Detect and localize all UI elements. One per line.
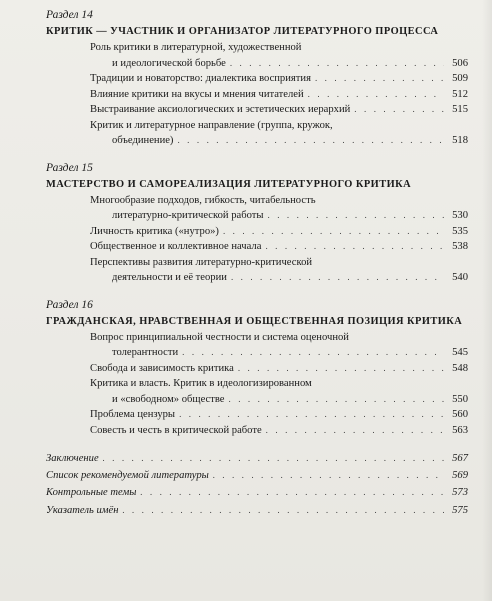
page-number: 538	[452, 241, 468, 252]
dot-leader	[308, 87, 444, 103]
entry-title: Традиции и новаторство: диалектика восприятия	[90, 73, 311, 84]
page-number: 512	[452, 88, 468, 100]
toc-entry	[90, 239, 468, 255]
dot-leader	[238, 361, 444, 377]
entry-first-line: Многообразие подходов, гибкость, читабельность	[90, 194, 316, 206]
entry-title: литературно-критической работы	[112, 210, 264, 221]
page-number: 540	[452, 272, 468, 283]
entry-title: Личность критика («нутро»)	[90, 225, 219, 237]
toc-entry	[90, 376, 468, 407]
section-title: КРИТИК — УЧАСТНИК И ОРГАНИЗАТОР ЛИТЕРАТУРНОГО ПРОЦЕССА	[46, 26, 439, 37]
section-label: Раздел 16	[46, 298, 93, 311]
page-number: 548	[452, 362, 468, 374]
entry-title: Свобода и зависимость критика	[90, 362, 234, 374]
dot-leader	[315, 71, 444, 87]
page-number: 530	[452, 210, 468, 221]
entry-first-line: Критик и литературное направление (группа, кружок,	[90, 119, 333, 131]
section-label: Раздел 15	[46, 161, 93, 174]
entry-title: и «свободном» обществе	[112, 393, 225, 405]
toc-section-16	[44, 298, 480, 439]
toc-entry-control-topics	[46, 484, 468, 501]
entry-title: Совесть и честь в критической работе	[90, 424, 262, 436]
page-number: 550	[452, 393, 468, 405]
entry-first-line: Критика и власть. Критик в идеологизированном	[90, 378, 312, 389]
page-number: 518	[452, 135, 468, 146]
toc-entry	[90, 423, 468, 439]
toc-entry	[90, 361, 468, 377]
entry-title: Общественное и коллективное начала	[90, 241, 262, 252]
dot-leader	[265, 239, 444, 255]
dot-leader	[140, 484, 444, 500]
toc-entry	[90, 224, 468, 240]
dot-leader	[179, 407, 444, 423]
entry-title: Выстраивание аксиологических и эстетических иерархий	[90, 104, 351, 115]
entry-title: и идеологической борьбе	[112, 57, 226, 69]
toc-section-14	[44, 8, 480, 149]
dot-leader	[223, 224, 444, 240]
page-number: 573	[452, 487, 468, 499]
page-number: 515	[452, 104, 468, 115]
dot-leader	[177, 133, 444, 149]
toc-entry	[90, 40, 468, 71]
entry-title: Влияние критики на вкусы и мнения читателей	[90, 88, 304, 100]
entry-title: толерантности	[112, 347, 179, 358]
section-title: МАСТЕРСТВО И САМОРЕАЛИЗАЦИЯ ЛИТЕРАТУРНОГО КРИТИКА	[46, 178, 412, 190]
section-label: Раздел 14	[46, 9, 93, 21]
dot-leader	[103, 450, 444, 466]
page-number: 569	[452, 470, 468, 482]
entry-title: Заключение	[46, 453, 99, 464]
page-number: 545	[452, 347, 468, 358]
back-matter	[44, 450, 480, 519]
toc-entry-conclusion	[46, 450, 468, 467]
entry-title: Проблема цензуры	[90, 409, 176, 420]
page-number: 535	[452, 225, 468, 237]
dot-leader	[266, 423, 444, 439]
toc-entry	[90, 407, 468, 423]
entry-title: Контрольные темы	[46, 487, 137, 499]
page-number: 506	[452, 57, 468, 69]
dot-leader	[122, 502, 444, 518]
dot-leader	[182, 345, 444, 361]
entry-first-line: Роль критики в литературной, художественной	[90, 42, 302, 53]
page-edge-shadow	[482, 0, 492, 601]
page-number: 575	[452, 504, 468, 516]
dot-leader	[230, 56, 444, 72]
toc-entry	[90, 87, 468, 103]
page-number: 509	[452, 73, 468, 84]
page-number: 563	[452, 424, 468, 436]
dot-leader	[229, 392, 444, 408]
dot-leader	[231, 270, 444, 286]
entry-first-line: Вопрос принципиальной честности и система оценочной	[90, 331, 349, 343]
toc-entry	[90, 193, 468, 224]
section-title: ГРАЖДАНСКАЯ, НРАВСТВЕННАЯ И ОБЩЕСТВЕННАЯ ПОЗИЦИЯ КРИТИКА	[46, 315, 463, 327]
entry-title: деятельности и её теории	[112, 272, 227, 283]
dot-leader	[354, 102, 444, 118]
dot-leader	[268, 208, 444, 224]
toc-entry	[90, 118, 468, 149]
page-number: 567	[452, 453, 468, 464]
toc-entry	[90, 71, 468, 87]
toc-entry	[90, 102, 468, 118]
toc-entry-name-index	[46, 502, 468, 519]
entry-title: Указатель имён	[46, 504, 119, 516]
toc-entry	[90, 255, 468, 286]
table-of-contents	[44, 8, 480, 519]
entry-title: Список рекомендуемой литературы	[46, 470, 209, 482]
entry-first-line: Перспективы развития литературно-критической	[90, 256, 313, 268]
toc-entry-bibliography	[46, 467, 468, 484]
entry-title: объединение)	[112, 135, 174, 146]
toc-section-15	[44, 161, 480, 286]
dot-leader	[213, 467, 444, 483]
toc-entry	[90, 330, 468, 361]
page-number: 560	[452, 409, 468, 420]
